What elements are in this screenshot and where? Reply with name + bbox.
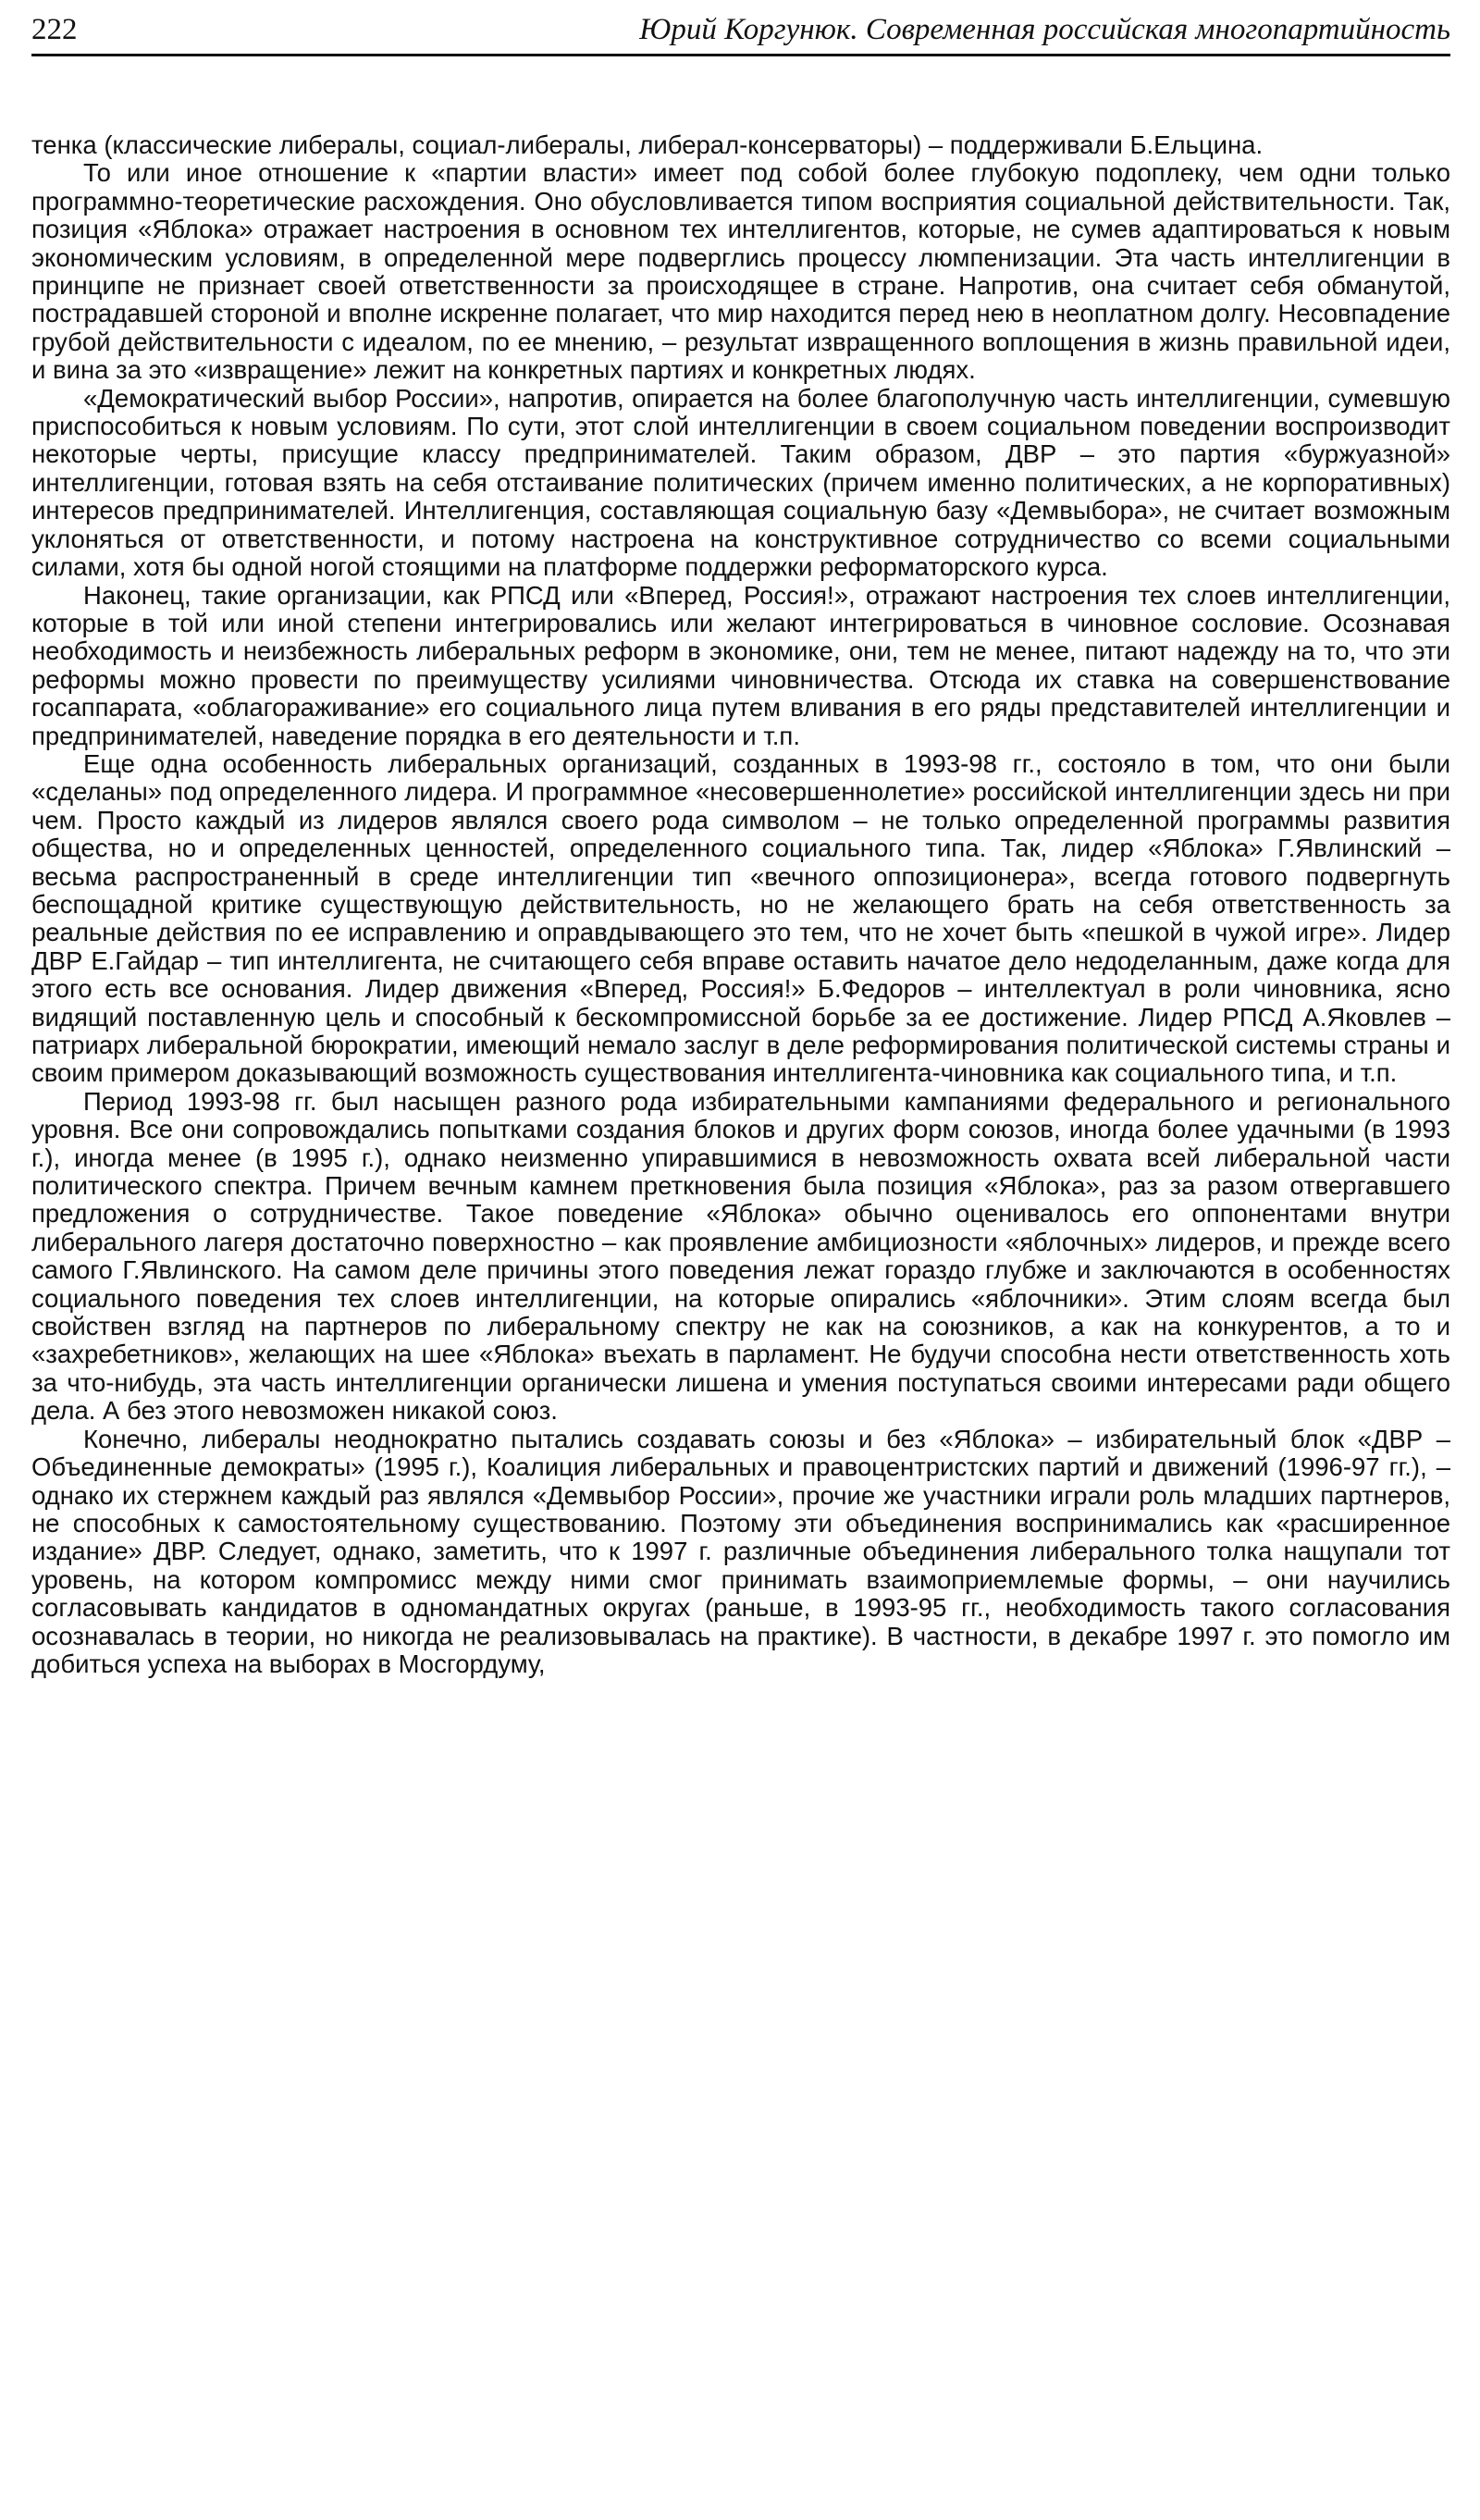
paragraph: Еще одна особенность либеральных организаций, созданных в 1993-98 гг., состояло в том, что они были «сделаны» под определенного лидера. И программное «несовершеннолетие» российской интеллигенции здесь ни при чем. Просто каждый из лидеров являлся своего рода символом – не только определенной программы развития общества, но и определенных ценностей, определенного социального типа. Так, лидер «Яблока» Г.Явлинский – весьма распространенный в среде интеллигенции тип «вечного оппозиционера», всегда готового подвергнуть беспощадной критике существующую действительность, но не желающего брать на себя ответственность за реальные действия по ее исправлению и оправдывающего это тем, что не хочет быть «пешкой в чужой игре». Лидер ДВР Е.Гайдар – тип интеллигента, не считающего себя вправе оставить начатое дело недоделанным, даже когда для этого есть все основания. Лидер движения «Вперед, Россия!» Б.Федоров – интеллектуал в роли чиновника, ясно видящий поставленную цель и способный к бескомпромиссной борьбе за ее достижение. Лидер РПСД А.Яковлев – патриарх либеральной бюрократии, имеющий немало заслуг в деле реформирования политической системы страны и своим примером доказывающий возможность существования интеллигента-чиновника как социального типа, и т.п. xyxy=(31,748,1450,1088)
page-header xyxy=(31,7,1450,56)
running-title: Юрий Коргунюк. Современная российская многопартийность xyxy=(639,13,1450,46)
paragraph: «Демократический выбор России», напротив, опирается на более благополучную часть интеллигенции, сумевшую приспособиться к новым условиям. По сути, этот слой интеллигенции в своем социальном поведении воспроизводит некоторые черты, присущие классу предпринимателей. Таким образом, ДВР – это партия «буржуазной» интеллигенции, готовая взять на себя отстаивание политических (причем именно политических, а не корпоративных) интересов предпринимателей. Интеллигенция, составляющая социальную базу «Демвыбора», не считает возможным уклоняться от ответственности, и потому настроена на конструктивное сотрудничество со всеми социальными силами, хотя бы одной ногой стоящими на платформе поддержки реформаторского курса. xyxy=(31,383,1450,582)
paragraph: Конечно, либералы неоднократно пытались создавать союзы и без «Яблока» – избирательный блок «ДВР – Объединенные демократы» (1995 г.), Коалиция либеральных и правоцентристских партий и движений (1996-97 гг.), – однако их стержнем каждый раз являлся «Демвыбор России», прочие же участники играли роль младших партнеров, не способных к самостоятельному существованию. Поэтому эти объединения воспринимались как «расширенное издание» ДВР. Следует, однако, заметить, что к 1997 г. различные объединения либерального толка нащупали тот уровень, на котором компромисс между ними смог принимать взаимоприемлемые формы, – они научились согласовывать кандидатов в одномандатных округах (раньше, в 1993-95 гг., необходимость такого согласования осознавалась в теории, но никогда не реализовывалась на практике). В частности, в декабре 1997 г. это помогло им добиться успеха на выборах в Мосгордуму, xyxy=(31,1424,1450,1678)
paragraph: тенка (классические либералы, социал-либералы, либерал-консерваторы) – поддерживали Б.Ельцина. xyxy=(31,130,1264,159)
paragraph: Наконец, такие организации, как РПСД или «Вперед, Россия!», отражают настроения тех слоев интеллигенции, которые в той или иной степени интегрировались или желают интегрироваться в чиновное сословие. Осознавая необходимость и неизбежность либеральных реформ в экономике, они, тем не менее, питают надежду на то, что эти реформы можно провести по преимуществу усилиями чиновничества. Отсюда их ставка на совершенствование госаппарата, «облагораживание» его социального лица путем вливания в его ряды представителей интеллигенции и предпринимателей, наведение порядка в его деятельности и т.п. xyxy=(31,580,1450,750)
page-number: 222 xyxy=(31,13,78,46)
body-text xyxy=(31,131,1450,1678)
paragraph: Период 1993-98 гг. был насыщен разного рода избирательными кампаниями федерального и регионального уровня. Все они сопровождались попытками создания блоков и других форм союзов, иногда более удачными (в 1993 г.), иногда менее (в 1995 г.), однако неизменно упиравшимися в невозможность охвата всей либеральной части политического спектра. Причем вечным камнем преткновения была позиция «Яблока», раз за разом отвергавшего предложения о сотрудничестве. Такое поведение «Яблока» обычно оценивалось его оппонентами внутри либерального лагеря достаточно поверхностно – как проявление амбициозности «яблочных» лидеров, и прежде всего самого Г.Явлинского. На самом деле причины этого поведения лежат гораздо глубже и заключаются в особенностях социального поведения тех слоев интеллигенции, на которые опирались «яблочники». Этим слоям всегда был свойствен взгляд на партнеров по либеральному спектру не как на союзников, а как на конкурентов, а то и «захребетников», желающих на шее «Яблока» въехать в парламент. Не будучи способна нести ответственность хоть за что-нибудь, эта часть интеллигенции органически лишена и умения поступаться своими интересами ради общего дела. А без этого невозможен никакой союз. xyxy=(31,1086,1450,1426)
paragraph: То или иное отношение к «партии власти» имеет под собой более глубокую подоплеку, чем одни только программно-теоретические расхождения. Оно обусловливается типом восприятия социальной действительности. Так, позиция «Яблока» отражает настроения в основном тех интеллигентов, которые, не сумев адаптироваться к новым экономическим условиям, в определенной мере подверглись процессу люмпенизации. Эта часть интеллигенции в принципе не признает своей ответственности за происходящее в стране. Напротив, она считает себя обманутой, пострадавшей стороной и вполне искренне полагает, что мир находится перед нею в неоплатном долгу. Несовпадение грубой действительности с идеалом, по ее мнению, – результат извращенного воплощения в жизнь правильной идеи, и вина за это «извращение» лежит на конкретных партиях и конкретных людях. xyxy=(31,158,1450,385)
